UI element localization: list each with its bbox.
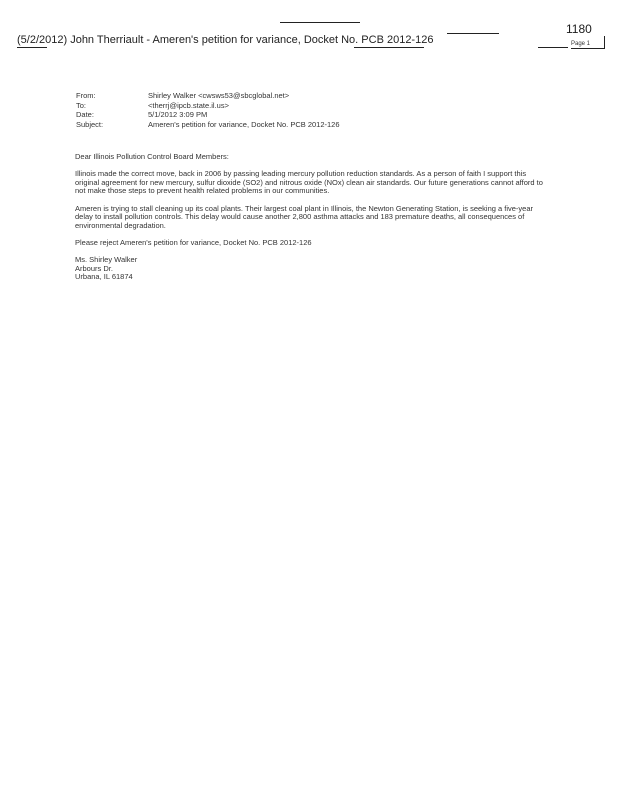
from-value: Shirley Walker <cwsws53@sbcglobal.net> bbox=[148, 91, 290, 100]
from-row bbox=[76, 91, 340, 101]
header-rule-top bbox=[280, 22, 360, 23]
page-label: Page 1 bbox=[571, 41, 591, 47]
page-box-side bbox=[604, 36, 605, 49]
signature-name: Ms. Shirley Walker bbox=[75, 255, 138, 265]
body-paragraph-1: Illinois made the correct move, back in 2006 by passing leading mercury pollution reduction standards. As a person of faith I support this original agreement for new mercury, sulfur dioxide (SO2) and nitrous oxide (NOx) clean air standards. Our future generations cannot afford to not make those steps to prevent health related problems in our communities. bbox=[75, 169, 543, 196]
subject-value: Ameren's petition for variance, Docket No. PCB 2012-126 bbox=[148, 119, 340, 129]
signature-block bbox=[75, 256, 545, 282]
header-rule-mid bbox=[354, 47, 424, 48]
date-row bbox=[76, 110, 340, 120]
header-rule-top-right bbox=[447, 33, 499, 34]
email-body bbox=[75, 153, 545, 282]
header-rule-right bbox=[538, 47, 568, 48]
subject-row bbox=[76, 120, 340, 130]
date-label: Date: bbox=[76, 110, 94, 119]
document-title-line: (5/2/2012) John Therriault - Ameren's petition for variance, Docket No. PCB 2012-126 bbox=[17, 34, 434, 46]
body-paragraph-2: Ameren is trying to stall cleaning up its coal plants. Their largest coal plant in Illinois, the Newton Generating Station, is seeking a five-year delay to install pollution controls. This delay would cause another 2,800 asthma attacks and 183 premature deaths, all consequences of environmental degradation. bbox=[75, 203, 534, 230]
body-paragraph-3: Please reject Ameren's petition for variance, Docket No. PCB 2012-126 bbox=[75, 237, 312, 247]
page-number: 1180 bbox=[566, 22, 592, 36]
date-value: 5/1/2012 3:09 PM bbox=[148, 110, 208, 119]
email-metadata bbox=[76, 91, 340, 129]
to-value: <therrj@ipcb.state.il.us> bbox=[148, 100, 229, 110]
salutation: Dear Illinois Pollution Control Board Members: bbox=[75, 152, 229, 161]
to-row bbox=[76, 101, 340, 111]
subject-label: Subject: bbox=[76, 119, 104, 129]
signature-street: Arbours Dr. bbox=[75, 263, 113, 273]
signature-city: Urbana, IL 61874 bbox=[75, 272, 133, 282]
header-rule-left bbox=[17, 47, 47, 48]
to-label: To: bbox=[76, 100, 87, 110]
from-label: From: bbox=[76, 91, 96, 100]
page-box-rule bbox=[571, 48, 605, 49]
